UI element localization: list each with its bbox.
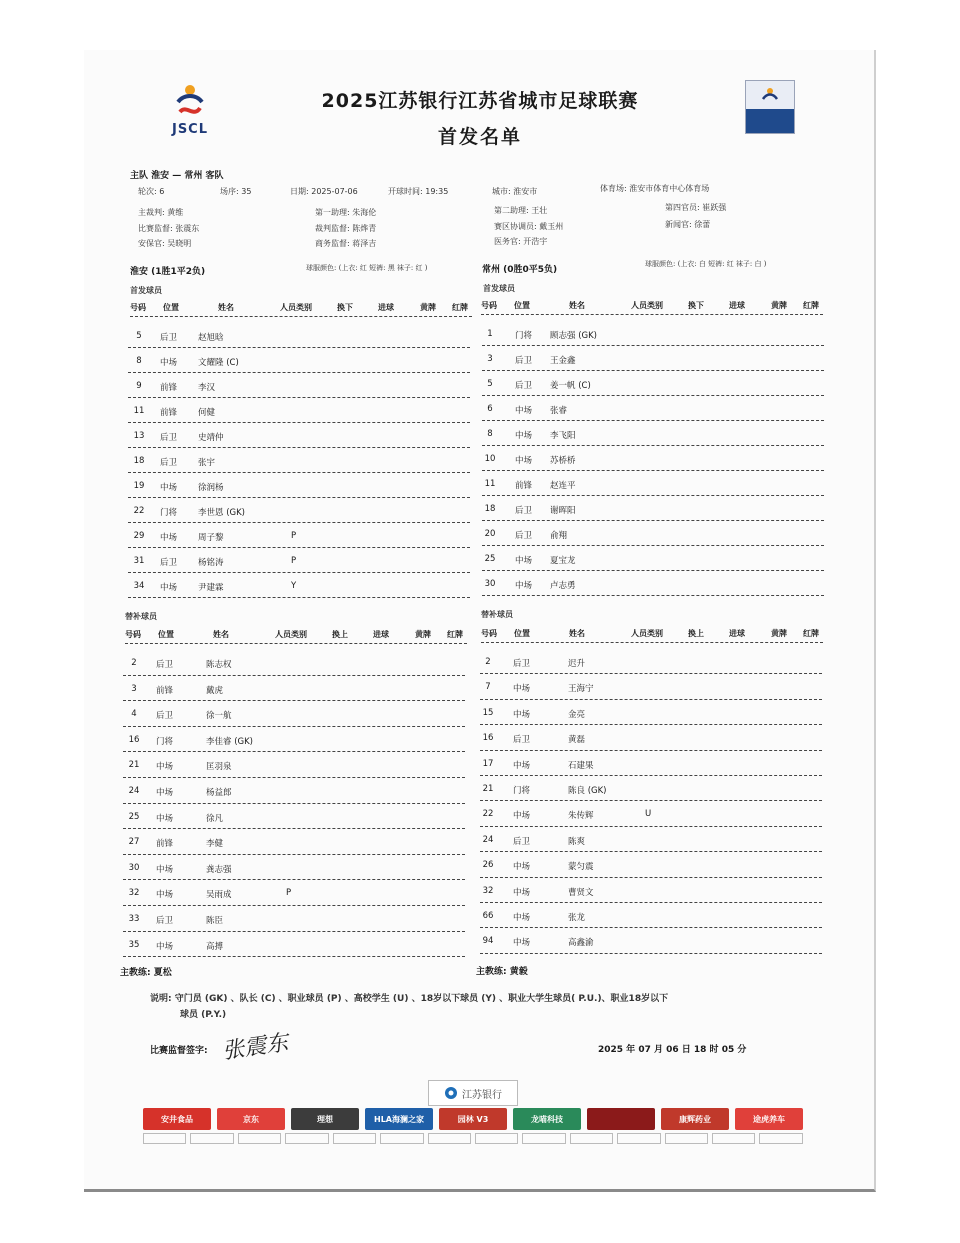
sponsor-small-logo [617, 1133, 660, 1144]
sign-timestamp: 2025 年 07 月 06 日 18 时 05 分 [598, 1045, 747, 1055]
table-row [123, 804, 465, 830]
sponsor-small-logo [428, 1133, 471, 1144]
column-header: 姓名 [569, 301, 585, 310]
column-header: 换下 [337, 303, 353, 312]
player-name: 曹贤文 [568, 887, 594, 898]
match-no: 场序: 35 [220, 187, 252, 196]
table-row [482, 396, 824, 421]
player-name: 俞翔 [550, 531, 568, 541]
column-header: 黄牌 [771, 629, 787, 638]
table-row [128, 398, 470, 423]
player-position: 前锋 [160, 408, 178, 418]
player-name: 金亮 [568, 709, 586, 720]
commercial-supervisor: 商务监督: 蒋泽吉 [315, 239, 377, 248]
player-number: 5 [487, 379, 493, 389]
referee: 主裁判: 黄维 [138, 208, 184, 217]
sponsor-logo: 途虎养车 [735, 1108, 803, 1130]
table-row [482, 471, 824, 496]
player-name: 张睿 [550, 406, 568, 416]
table-row [128, 423, 470, 448]
bank-icon [444, 1086, 458, 1100]
player-number: 25 [484, 554, 496, 564]
player-position: 门将 [160, 508, 178, 518]
player-name: 吴雨成 [206, 890, 232, 901]
player-number: 35 [128, 939, 140, 950]
player-number: 16 [482, 733, 494, 744]
player-number: 30 [128, 862, 140, 873]
column-header: 人员类别 [275, 630, 307, 639]
column-header: 人员类别 [631, 629, 663, 638]
player-name: 徐润杨 [198, 483, 224, 493]
kickoff-time: 开球时间: 19:35 [388, 187, 449, 196]
player-number: 16 [128, 734, 140, 745]
home-head-coach: 主教练: 夏松 [120, 968, 172, 978]
player-position: 门将 [156, 736, 174, 747]
sponsor-small-logo [475, 1133, 518, 1144]
player-position: 后卫 [156, 711, 174, 722]
column-header: 换上 [332, 630, 348, 639]
player-position: 后卫 [160, 333, 178, 343]
column-header: 红牌 [803, 629, 819, 638]
security-officer: 安保官: 吴晓明 [138, 239, 192, 248]
table-row [128, 498, 470, 523]
bank-logo [428, 1080, 518, 1106]
player-position: 中场 [513, 887, 531, 898]
table-row [482, 546, 824, 571]
player-number: 19 [133, 481, 145, 491]
medical-officer: 医务官: 开浩宇 [494, 237, 548, 246]
player-number: 11 [133, 406, 145, 416]
player-category: P [291, 531, 297, 541]
home-away: 主队 淮安 — 常州 客队 [130, 171, 224, 181]
table-row [123, 727, 465, 753]
player-position: 中场 [156, 864, 174, 875]
player-name: 李世恩 (GK) [198, 508, 245, 518]
header-divider [125, 643, 467, 644]
table-row [480, 878, 822, 903]
sponsor-small-logo [190, 1133, 233, 1144]
player-name: 赵连平 [550, 481, 576, 491]
player-position: 前锋 [160, 383, 178, 393]
header-divider [130, 316, 472, 317]
player-position: 后卫 [156, 660, 174, 670]
player-category: P [286, 888, 292, 899]
table-row [123, 880, 465, 906]
player-name: 李健 [206, 839, 224, 850]
column-header: 红牌 [452, 303, 468, 312]
league-emblem-icon [170, 82, 210, 120]
player-number: 2 [131, 658, 137, 668]
league-badge [745, 80, 795, 134]
table-row [123, 752, 465, 778]
player-position: 中场 [513, 760, 531, 771]
player-name: 王金鑫 [550, 356, 576, 366]
player-name: 夏宝龙 [550, 556, 576, 566]
player-position: 中场 [515, 456, 533, 466]
division-coordinator: 赛区协调员: 戴玉州 [494, 222, 564, 231]
player-name: 高鑫渝 [568, 938, 594, 949]
player-position: 前锋 [156, 685, 174, 696]
table-row [123, 855, 465, 881]
player-number: 11 [484, 479, 496, 489]
table-row [482, 521, 824, 546]
player-name: 陈臣 [206, 916, 224, 926]
home-starters-label: 首发球员 [130, 286, 162, 295]
player-number: 20 [484, 529, 496, 539]
sponsor-small-logo [759, 1133, 802, 1144]
table-row [482, 346, 824, 371]
player-position: 后卫 [515, 531, 533, 541]
player-position: 中场 [513, 862, 531, 873]
player-category: P [291, 556, 297, 566]
table-row [123, 906, 465, 932]
player-number: 26 [482, 860, 494, 871]
header-divider [481, 314, 823, 315]
player-number: 3 [131, 683, 137, 694]
sponsor-small-logo [665, 1133, 708, 1144]
player-name: 朱传辉 [568, 811, 594, 822]
column-header: 黄牌 [771, 301, 787, 310]
column-header: 号码 [130, 303, 146, 312]
player-position: 中场 [515, 581, 533, 591]
player-name: 石建果 [568, 760, 594, 771]
player-position: 中场 [513, 938, 531, 949]
player-number: 9 [136, 381, 142, 391]
table-row [123, 650, 465, 676]
player-position: 中场 [515, 406, 533, 416]
away-starters-label: 首发球员 [483, 284, 515, 293]
player-number: 10 [484, 454, 496, 464]
sponsor-small-logo [712, 1133, 755, 1144]
table-row [480, 827, 822, 852]
header-divider [481, 642, 823, 643]
column-header: 黄牌 [420, 303, 436, 312]
player-name: 李汉 [198, 383, 216, 393]
logo-text: JSCL [171, 122, 209, 137]
away-team-record: 常州 (0胜0平5负) [482, 265, 558, 275]
table-row [482, 421, 824, 446]
table-row [128, 373, 470, 398]
table-row [128, 348, 470, 373]
table-row [123, 701, 465, 727]
player-number: 21 [128, 760, 140, 771]
table-row [482, 371, 824, 396]
player-number: 34 [133, 581, 145, 591]
player-number: 5 [136, 331, 142, 341]
player-position: 后卫 [156, 916, 174, 926]
player-position: 门将 [513, 786, 531, 796]
column-header: 号码 [125, 630, 141, 639]
player-name: 尹建霖 [198, 583, 224, 593]
player-position: 后卫 [515, 381, 533, 391]
table-row [480, 649, 822, 674]
notes-line2: 球员 (P.Y.) [180, 1010, 227, 1020]
player-position: 后卫 [513, 836, 531, 847]
sponsor-logo: 龙喵科技 [513, 1108, 581, 1130]
sponsor-small-logo [238, 1133, 281, 1144]
player-position: 中场 [160, 358, 178, 368]
table-row [482, 321, 824, 346]
table-row [123, 932, 465, 958]
player-position: 后卫 [515, 506, 533, 516]
player-number: 22 [482, 809, 494, 820]
player-name: 徐凡 [206, 813, 224, 824]
column-header: 红牌 [447, 630, 463, 639]
player-name: 赵旭晗 [198, 333, 224, 343]
assistant1: 第一助理: 朱海伦 [315, 208, 377, 217]
column-header: 换上 [688, 629, 704, 638]
player-number: 25 [128, 811, 140, 822]
column-header: 人员类别 [280, 303, 312, 312]
sponsor-logo: 京东 [217, 1108, 285, 1130]
sponsor-small-logo [333, 1133, 376, 1144]
match-supervisor: 比赛监督: 张震东 [138, 224, 200, 233]
player-number: 30 [484, 579, 496, 589]
player-name: 徐一航 [206, 711, 232, 722]
player-position: 前锋 [156, 839, 174, 850]
table-row [128, 548, 470, 573]
table-row [128, 323, 470, 348]
player-name: 杨益郎 [206, 788, 232, 798]
column-header: 进球 [378, 303, 394, 312]
home-subs-label: 替补球员 [125, 612, 157, 621]
player-name: 苏桥桥 [550, 456, 576, 466]
signature-label: 比赛监督签字: [150, 1046, 208, 1056]
player-number: 18 [133, 456, 145, 466]
column-header: 换下 [688, 301, 704, 310]
player-name: 张龙 [568, 913, 586, 923]
table-row [480, 928, 822, 953]
player-name: 卢志勇 [550, 581, 576, 591]
player-number: 31 [133, 556, 145, 566]
sponsor-logo [587, 1108, 655, 1130]
player-position: 门将 [515, 331, 533, 341]
player-number: 4 [131, 709, 137, 720]
player-position: 中场 [513, 811, 531, 822]
sponsor-row-1 [143, 1108, 803, 1130]
badge-emblem-icon [761, 87, 779, 103]
supervisor-signature: 张震东 [220, 1030, 290, 1065]
sponsor-small-logo [285, 1133, 328, 1144]
player-number: 6 [487, 404, 493, 414]
document-page [84, 50, 876, 1192]
player-name: 戴虎 [206, 685, 224, 696]
player-number: 8 [487, 429, 493, 439]
player-name: 陈良 (GK) [568, 786, 607, 796]
sponsor-logo: 园林 V3 [439, 1108, 507, 1130]
player-number: 94 [482, 936, 494, 947]
player-name: 陈爽 [568, 836, 586, 847]
player-position: 中场 [156, 813, 174, 824]
player-name: 匡羽泉 [206, 762, 232, 773]
assistant2: 第二助理: 王壮 [494, 206, 548, 215]
player-position: 中场 [513, 913, 531, 923]
bank-name: 江苏银行 [462, 1089, 502, 1101]
table-row [482, 496, 824, 521]
player-name: 史靖仲 [198, 433, 224, 443]
sponsor-small-logo [570, 1133, 613, 1144]
table-row [123, 829, 465, 855]
page-subtitle: 首发名单 [437, 126, 522, 148]
badge-band [746, 109, 794, 133]
away-subs-label: 替补球员 [481, 610, 513, 619]
table-row [128, 448, 470, 473]
table-row [480, 700, 822, 725]
league-logo [162, 82, 218, 142]
home-kit: 球服颜色: (上衣: 红 短裤: 黑 袜子: 红 ) [306, 264, 428, 272]
table-row [123, 778, 465, 804]
table-row [480, 725, 822, 750]
player-number: 24 [482, 834, 494, 845]
column-header: 号码 [481, 629, 497, 638]
column-header: 号码 [481, 301, 497, 310]
table-row [482, 571, 824, 596]
sponsor-logo: 康辉药业 [661, 1108, 729, 1130]
table-row [128, 523, 470, 548]
player-name: 何健 [198, 408, 216, 418]
player-number: 17 [482, 758, 494, 769]
column-header: 位置 [163, 303, 179, 312]
player-number: 13 [133, 431, 145, 441]
player-name: 陈志权 [206, 660, 232, 670]
column-header: 进球 [729, 301, 745, 310]
away-kit: 球服颜色: (上衣: 白 短裤: 红 袜子: 白 ) [645, 260, 767, 268]
column-header: 位置 [514, 629, 530, 638]
player-position: 中场 [160, 583, 178, 593]
player-name: 顾志强 (GK) [550, 331, 597, 341]
table-row [480, 751, 822, 776]
player-name: 迟升 [568, 659, 586, 669]
column-header: 进球 [729, 629, 745, 638]
player-position: 后卫 [160, 433, 178, 443]
column-header: 黄牌 [415, 630, 431, 639]
player-category: Y [291, 581, 297, 591]
player-name: 姜一帆 (C) [550, 381, 591, 391]
player-position: 后卫 [513, 659, 531, 669]
player-name: 龚志强 [206, 864, 232, 875]
player-number: 32 [128, 888, 140, 899]
player-name: 李佳睿 (GK) [206, 736, 253, 747]
table-row [482, 446, 824, 471]
sponsor-logo: 理想 [291, 1108, 359, 1130]
player-number: 22 [133, 506, 145, 516]
player-number: 7 [485, 682, 491, 693]
player-position: 后卫 [160, 558, 178, 568]
player-position: 中场 [156, 890, 174, 901]
player-number: 21 [482, 784, 494, 794]
column-header: 人员类别 [631, 301, 663, 310]
notes-line1: 说明: 守门员 (GK) 、队长 (C) 、职业球员 (P) 、高校学生 (U) 、18岁以下球员 (Y) 、职业大学生球员( P.U.)、职业18岁以下 [150, 994, 669, 1004]
player-position: 中场 [156, 788, 174, 798]
column-header: 红牌 [803, 301, 819, 310]
player-number: 8 [136, 356, 142, 366]
referee-supervisor: 裁判监督: 陈烨青 [315, 224, 377, 233]
player-position: 后卫 [160, 458, 178, 468]
sponsor-small-logo [143, 1133, 186, 1144]
column-header: 位置 [158, 630, 174, 639]
sponsor-logo: 安井食品 [143, 1108, 211, 1130]
player-name: 王海宁 [568, 684, 594, 695]
player-name: 李飞阳 [550, 431, 576, 441]
venue: 体育场: 淮安市体育中心体育场 [600, 184, 710, 193]
player-position: 中场 [513, 684, 531, 695]
match-date: 日期: 2025-07-06 [290, 187, 358, 196]
player-name: 张宇 [198, 458, 216, 468]
player-number: 33 [128, 914, 140, 924]
table-row [128, 573, 470, 598]
home-team-record: 淮安 (1胜1平2负) [130, 267, 206, 277]
player-name: 杨铭涛 [198, 558, 224, 568]
table-row [480, 801, 822, 826]
page-title: 2025江苏银行江苏省城市足球联赛 [321, 90, 639, 112]
player-number: 24 [128, 786, 140, 796]
player-position: 中场 [160, 483, 178, 493]
table-row [480, 776, 822, 801]
player-number: 66 [482, 911, 494, 921]
sponsor-small-logo [380, 1133, 423, 1144]
fourth-official: 第四官员: 崔跃强 [665, 203, 727, 212]
player-number: 15 [482, 707, 494, 718]
sponsor-row-2 [143, 1133, 803, 1144]
player-number: 29 [133, 531, 145, 541]
player-name: 黄磊 [568, 735, 586, 746]
player-number: 27 [128, 837, 140, 848]
table-row [123, 676, 465, 702]
player-position: 中场 [160, 533, 178, 543]
press-officer: 新闻官: 徐蕾 [665, 220, 711, 229]
away-head-coach: 主教练: 黄毅 [476, 967, 528, 977]
player-position: 后卫 [513, 735, 531, 746]
player-name: 文耀隆 (C) [198, 358, 239, 368]
player-name: 周子黎 [198, 533, 224, 543]
player-name: 高搏 [206, 941, 224, 952]
player-number: 32 [482, 885, 494, 896]
city: 城市: 淮安市 [492, 187, 538, 196]
player-number: 18 [484, 504, 496, 514]
column-header: 姓名 [213, 630, 229, 639]
player-number: 1 [487, 329, 493, 339]
table-row [128, 473, 470, 498]
column-header: 位置 [514, 301, 530, 310]
player-number: 2 [485, 657, 491, 667]
player-position: 后卫 [515, 356, 533, 366]
player-position: 中场 [515, 431, 533, 441]
player-number: 3 [487, 354, 493, 364]
player-position: 中场 [515, 556, 533, 566]
player-position: 前锋 [515, 481, 533, 491]
sponsor-small-logo [522, 1133, 565, 1144]
player-position: 中场 [156, 941, 174, 952]
player-name: 谢晖阳 [550, 506, 576, 516]
player-position: 中场 [513, 709, 531, 720]
player-name: 蒙匀震 [568, 862, 594, 873]
column-header: 进球 [373, 630, 389, 639]
round: 轮次: 6 [138, 187, 165, 196]
table-row [480, 674, 822, 699]
table-row [480, 903, 822, 928]
sponsor-logo: HLA海澜之家 [365, 1108, 433, 1130]
column-header: 姓名 [218, 303, 234, 312]
table-row [480, 852, 822, 877]
player-category: U [645, 809, 652, 820]
player-position: 中场 [156, 762, 174, 773]
column-header: 姓名 [569, 629, 585, 638]
